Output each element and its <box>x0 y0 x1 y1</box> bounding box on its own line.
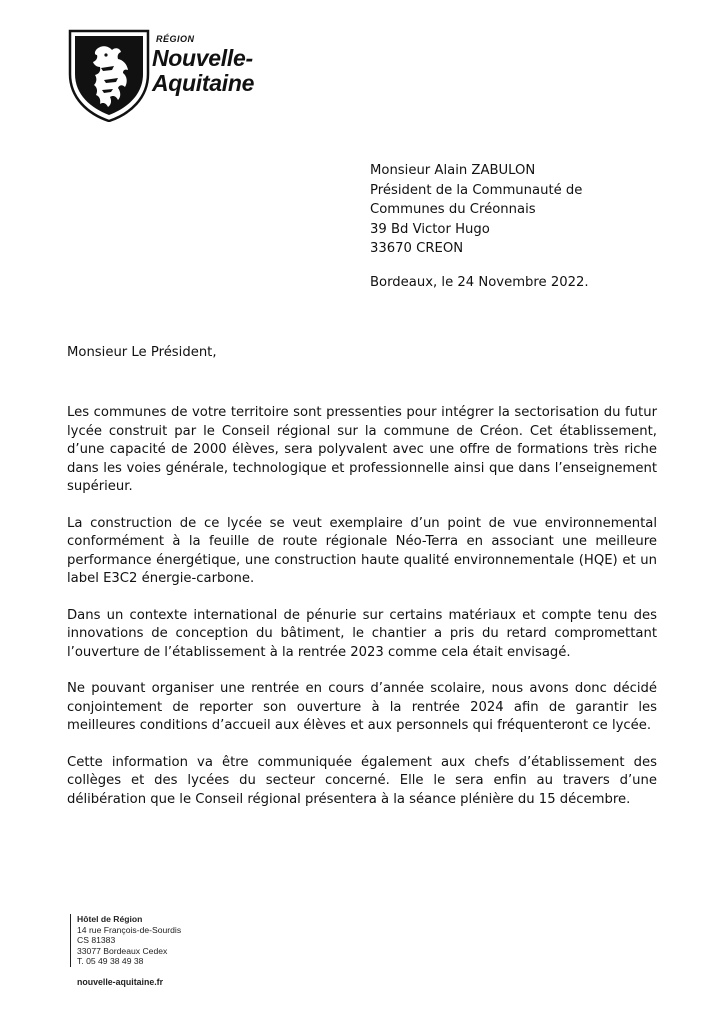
paragraph-4: Ne pouvant organiser une rentrée en cours d’année scolaire, nous avons donc décidé conjointement de reporter son ouverture à la rentrée 2024 afin de garantir les meilleures conditions d’accueil aux élèves et aux personnels qui fréquenteront ce lycée. <box>67 681 657 733</box>
letter-body <box>67 404 657 827</box>
logo-name-line2: Aquitaine <box>152 70 255 96</box>
recipient-organization: Communes du Créonnais <box>370 202 536 217</box>
letter-date: Bordeaux, le 24 Novembre 2022. <box>370 275 589 290</box>
paragraph-1: Les communes de votre territoire sont pressenties pour intégrer la sectorisation du futur lycée construit par le Conseil régional sur la commune de Créon. Cet établissement, d’une capacité de 2000 élèves, sera polyvalent avec une offre de formations très riche dans les voies générale, technologique et professionnelle ainsi que dans l’enseignement supérieur. <box>67 405 657 494</box>
paragraph-3: Dans un contexte international de pénurie sur certains matériaux et compte tenu des innovations de conception du bâtiment, le chantier a pris du retard compromettant l’ouverture de l’établissement à la rentrée 2023 comme cela était envisagé. <box>67 607 657 660</box>
footer-phone: T. 05 49 38 49 38 <box>77 956 144 967</box>
recipient-title: Président de la Communauté de <box>370 182 583 198</box>
paragraph-5: Cette information va être communiquée également aux chefs d’établissement des collèges et des lycées du secteur concerné. Elle le sera enfin au travers d’une délibération que le Conseil régional présentera à la séance plénière du 15 décembre. <box>67 754 657 807</box>
logo-name <box>152 46 254 96</box>
footer-street: 14 rue François-de-Sourdis <box>77 924 182 935</box>
recipient-street: 39 Bd Victor Hugo <box>370 221 490 237</box>
region-logo <box>68 28 298 124</box>
logo-name-line1: Nouvelle- <box>152 45 253 71</box>
footer-title: Hôtel de Région <box>77 914 143 924</box>
footer-website-link[interactable]: nouvelle-aquitaine.fr <box>77 977 164 987</box>
footer-postbox: CS 81383 <box>77 935 116 946</box>
footer-address <box>70 914 181 967</box>
lion-shield-icon <box>68 28 150 122</box>
paragraph-2: La construction de ce lycée se veut exemplaire d’un point de vue environnemental conformément à la feuille de route régionale Néo-Terra en associant une meilleure performance énergétique, une construction haute qualité environnementale (HQE) et un label E3C2 énergie-carbone. <box>67 515 657 586</box>
recipient-city: 33670 CREON <box>370 241 464 256</box>
recipient-name: Monsieur Alain ZABULON <box>370 163 536 178</box>
salutation: Monsieur Le Président, <box>67 345 217 360</box>
footer-city: 33077 Bordeaux Cedex <box>77 945 168 956</box>
recipient-address <box>370 161 582 259</box>
logo-region-label: RÉGION <box>156 34 195 44</box>
